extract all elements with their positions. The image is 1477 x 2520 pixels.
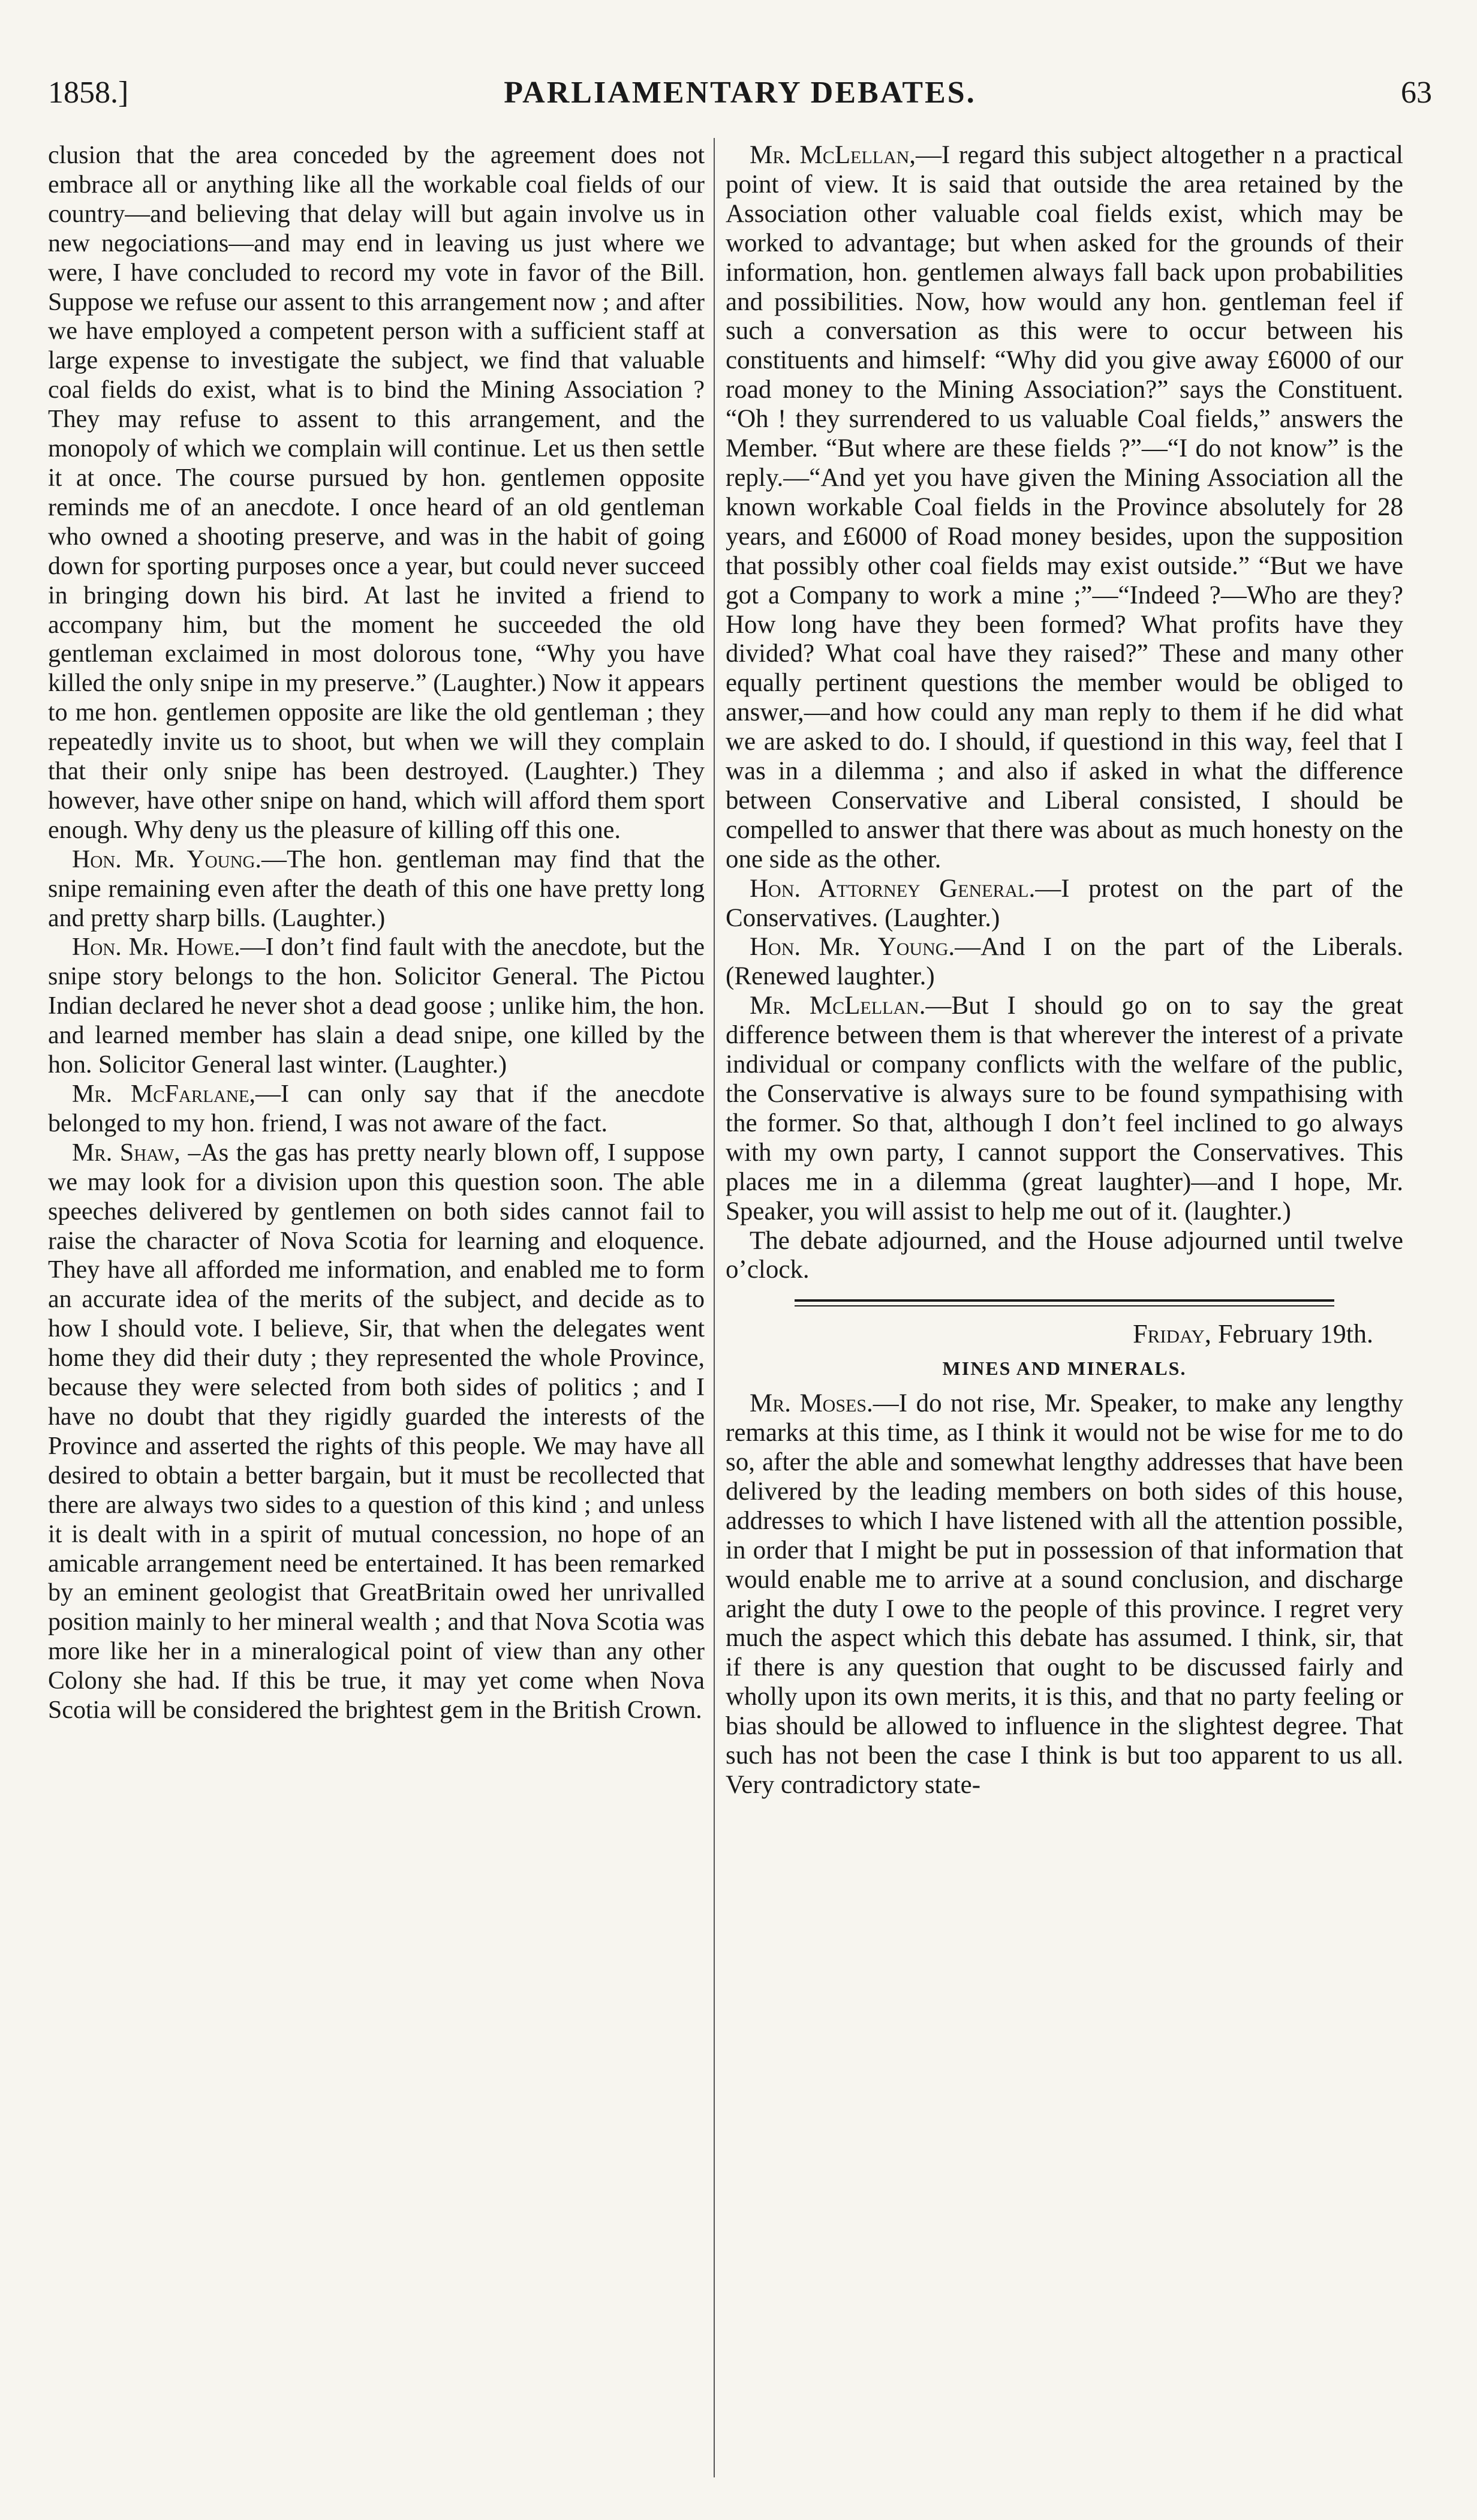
header-title: PARLIAMENTARY DEBATES. [504, 76, 976, 110]
paragraph: Hon. Attorney General.—I protest on the part of the Conservatives. (Laughter.) [726, 874, 1404, 932]
speaker-name: Mr. McLellan. [750, 992, 926, 1020]
paragraph: Mr. McLellan,—I regard this subject altogether n a practical point of view. It is said that outside the area retained by the Association other valuable coal fields exist, which may be worked to advantage; but when asked for the grounds of their information, hon. gentlemen always fall back upon probabilities and possibilities. Now, how would any hon. gentleman feel if such a conversation as this were to occur between his constituents and himself: “Why did you give away £6000 of our road money to the Mining Association?” says the Constituent. “Oh ! they surrendered to us valuable Coal fields,” answers the Member. “But where are these fields ?”—“I do not know” is the reply.—“And yet you have given the Mining Association all the known workable Coal fields in the Province absolutely for 28 years, and £6000 of Road money besides, upon the supposition that possibly other coal fields may exist outside.” “But we have got a Company to work a mine ;”—“Indeed ?—Who are they? How long have they been formed? What profits have they divided? What coal have they raised?” These and many other equally pertinent questions the member would be obliged to answer,—and how could any man reply to them if he did what we are asked to do. I should, if questiond in this way, feel that I was in a dilemma ; and also if asked in what the difference between Conservative and Liberal consisted, I should be compelled to answer that there was about as much honesty on the one side as the other. [726, 141, 1403, 873]
speaker-name: Mr. McLellan, [750, 141, 916, 169]
column-divider [714, 138, 715, 2477]
left-column [48, 141, 705, 1725]
speaker-name: Mr. McFarlane, [72, 1080, 256, 1108]
paragraph: Mr. McLellan.—But I should go on to say the great difference between them is that wherever the interest of a private individual or company conflicts with the welfare of the public, the Conservative is always sure to be found sympathising with the former. So that, although I don’t feel inclined to go always with my own party, I cannot support the Conservatives. This places me in a dilemma (great laughter)—and I hope, Mr. Speaker, you will assist to help me out of it. (laughter.) [726, 992, 1403, 1226]
section-heading: MINES AND MINERALS. [942, 1357, 1187, 1380]
paragraph: Hon. Mr. Howe.—I don’t find fault with the anecdote, but the snipe story belongs to the hon. Solicitor General. The Pictou Indian declared he never shot a dead goose ; unlike him, the hon. and learned member has slain a dead snipe, one killed by the hon. Solicitor General last winter. (Laughter.) [48, 933, 705, 1079]
paragraph: The debate adjourned, and the House adjourned until twelve o’clock. [726, 1226, 1403, 1284]
dateline: Friday, February 19th. [1133, 1319, 1373, 1349]
section-divider-rule [795, 1299, 1334, 1306]
speaker-name: Hon. Mr. Young. [72, 845, 261, 873]
page-number: 63 [1401, 76, 1432, 110]
speaker-name: Hon. Mr. Howe. [72, 933, 240, 962]
paragraph: Hon. Mr. Young.—And I on the part of the Liberals. (Renewed laughter.) [726, 933, 1403, 991]
running-header [48, 75, 1432, 123]
paragraph: Hon. Mr. Young.—The hon. gentleman may find that the snipe remaining even after the death of this one have pretty long and pretty sharp bills. (Laughter.) [48, 845, 705, 932]
speaker-name: Mr. Moses. [750, 1389, 873, 1418]
paragraph: Mr. Shaw, –As the gas has pretty nearly blown off, I suppose we may look for a division upon this question soon. The able speeches delivered by gentlemen on both sides cannot fail to raise the character of Nova Scotia for learning and eloquence. They have all afforded me information, and enabled me to form an accurate idea of the merits of the subject, and decide as to how I should vote. I believe, Sir, that when the delegates went home they did their duty ; they represented the whole Province, because they were selected from both sides of politics ; and I have no doubt that they rigidly guarded the interests of the Province and asserted the rights of this people. We may have all desired to obtain a better bargain, but it must be recollected that there are always two sides to a question of this kind ; and unless it is dealt with in a spirit of mutual concession, no hope of an amicable arrangement need be entertained. It has been remarked by an eminent geologist that GreatBritain owed her unrivalled position mainly to her mineral wealth ; and that Nova Scotia was more like her in a mineralogical point of view than any other Colony she had. If this be true, it may yet come when Nova Scotia will be considered the brightest gem in the British Crown. [48, 1139, 705, 1725]
speaker-name: Hon. Attorney General. [750, 874, 1036, 903]
speaker-name: Mr. Shaw, [72, 1139, 181, 1167]
paragraph: Mr. McFarlane,—I can only say that if the anecdote belonged to my hon. friend, I was not aware of the fact. [48, 1080, 705, 1137]
right-column [726, 141, 1403, 1800]
header-year: 1858.] [48, 76, 129, 110]
paragraph: Mr. Moses.—I do not rise, Mr. Speaker, to make any lengthy remarks at this time, as I think it would not be wise for me to do so, after the able and somewhat lengthy addresses that have been delivered by the leading members on both sides of this house, addresses to which I have listened with all the attention possible, in order that I might be put in possession of that information that would enable me to arrive at a sound conclusion, and discharge aright the duty I owe to the people of this province. I regret very much the aspect which this debate has assumed. I think, sir, that if there is any question that ought to be discussed fairly and wholly upon its own merits, it is this, and that no party feeling or bias should be allowed to influence in the slightest degree. That such has not been the case I think is but too apparent to us all. Very contradictory state- [726, 1389, 1403, 1799]
paragraph: clusion that the area conceded by the agreement does not embrace all or anything like all the workable coal fields of our country—and believing that delay will but again involve us in new negociations—and may end in leaving us just where we were, I have concluded to record my vote in favor of the Bill. Suppose we refuse our assent to this arrangement now ; and after we have employed a competent person with a sufficient staff at large expense to investigate the subject, we find that valuable coal fields do exist, what is to bind the Mining Association ? They may refuse to assent to this arrangement, and the monopoly of which we complain will continue. Let us then settle it at once. The course pursued by hon. gentlemen opposite reminds me of an anecdote. I once heard of an old gentleman who owned a shooting preserve, and was in the habit of going down for sporting purposes once a year, but could never succeed in bringing down his bird. At last he invited a friend to accompany him, but the moment he succeeded the old gentleman exclaimed in most dolorous tone, “Why you have killed the only snipe in my preserve.” (Laughter.) Now it appears to me hon. gentlemen opposite are like the old gentleman ; they repeatedly invite us to shoot, but when we will they complain that their only snipe has been destroyed. (Laughter.) They however, have other snipe on hand, which will afford them sport enough. Why deny us the pleasure of killing off this one. [48, 142, 705, 844]
speaker-name: Hon. Mr. Young. [750, 933, 955, 962]
